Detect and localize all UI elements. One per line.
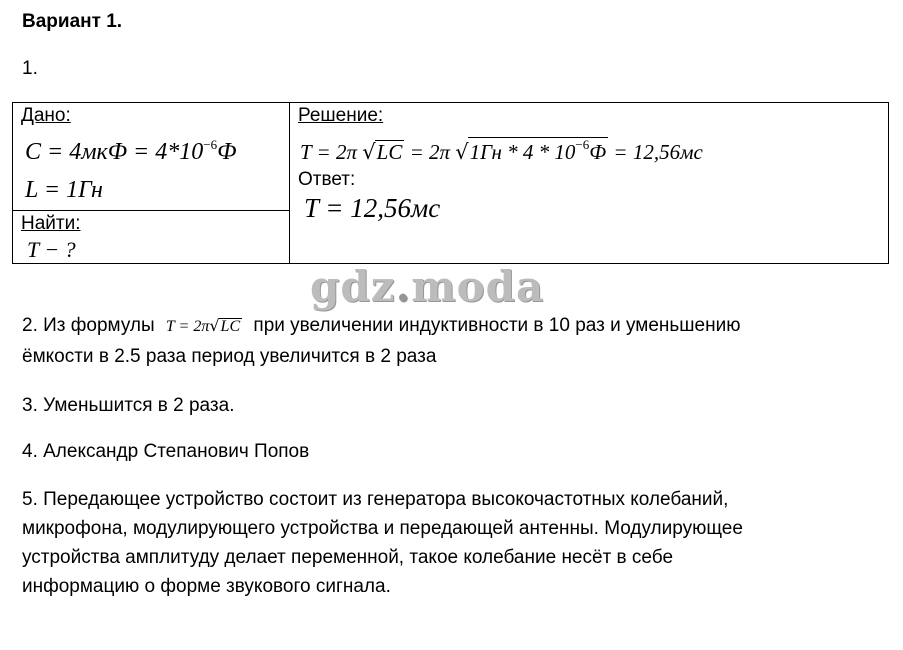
item-2-formula bbox=[166, 318, 242, 335]
given-label: Дано: bbox=[21, 105, 71, 126]
item-2-prefix: 2. Из формулы bbox=[22, 315, 155, 336]
solution-formula bbox=[300, 137, 703, 165]
solution-table bbox=[12, 102, 889, 264]
item-3: 3. Уменьшится в 2 раза. bbox=[22, 395, 235, 416]
given-cell bbox=[13, 103, 290, 211]
find-label: Найти: bbox=[21, 213, 81, 234]
answer-value: T = 12,56мс bbox=[304, 193, 441, 223]
given-capacitance bbox=[25, 137, 236, 166]
given-c-text: C = 4мкФ = 4*10 bbox=[25, 139, 204, 165]
solution-sqrt-values bbox=[468, 137, 608, 163]
watermark-right: moda bbox=[411, 262, 545, 311]
item-2-suffix: при увеличении индуктивности в 10 раз и уменьшению bbox=[253, 315, 741, 336]
given-c-unit: Ф bbox=[217, 139, 237, 165]
item-4: 4. Александр Степанович Попов bbox=[22, 441, 310, 462]
given-c-exponent: −6 bbox=[203, 137, 218, 152]
solution-mid: = 2π bbox=[409, 140, 451, 164]
solution-label: Решение: bbox=[298, 105, 384, 126]
sqrt-symbol: √ bbox=[362, 140, 376, 164]
item-5-line-3: устройства амплитуду делает переменной, такое колебание несёт в себе bbox=[22, 547, 674, 568]
item-2 bbox=[22, 311, 740, 342]
item-5-line-1: 5. Передающее устройство состоит из генератора высокочастотных колебаний, bbox=[22, 489, 729, 510]
solution-sqrt-lc: LC bbox=[376, 140, 403, 164]
item-1-number: 1. bbox=[22, 58, 38, 79]
sqrt-values-unit: Ф bbox=[589, 140, 607, 164]
sqrt-values-exponent: −6 bbox=[575, 137, 590, 152]
sqrt-values-text: 1Гн * 4 * 10 bbox=[469, 140, 576, 164]
watermark-logo bbox=[310, 262, 544, 311]
find-cell bbox=[13, 211, 290, 264]
item-2-formula-sqrt: LC bbox=[220, 318, 241, 335]
answer-label: Ответ: bbox=[298, 169, 356, 190]
given-inductance: L = 1Гн bbox=[25, 177, 103, 203]
page-title: Вариант 1. bbox=[22, 11, 123, 32]
item-2-formula-pre: T = 2π bbox=[165, 318, 210, 335]
solution-cell bbox=[290, 103, 889, 264]
item-2-line-2: ёмкости в 2.5 раза период увеличится в 2 раза bbox=[22, 346, 437, 367]
sqrt-symbol: √ bbox=[209, 316, 220, 335]
solution-pre: T = 2π bbox=[300, 140, 357, 164]
find-value: T − ? bbox=[27, 237, 76, 262]
sqrt-symbol: √ bbox=[455, 140, 469, 164]
watermark-left: gdz bbox=[310, 262, 396, 311]
item-5-line-2: микрофона, модулирующего устройства и передающей антенны. Модулирующее bbox=[22, 518, 743, 539]
watermark-dot: . bbox=[395, 262, 412, 311]
solution-result: = 12,56мс bbox=[613, 140, 703, 164]
item-5-line-4: информацию о форме звукового сигнала. bbox=[22, 576, 391, 597]
